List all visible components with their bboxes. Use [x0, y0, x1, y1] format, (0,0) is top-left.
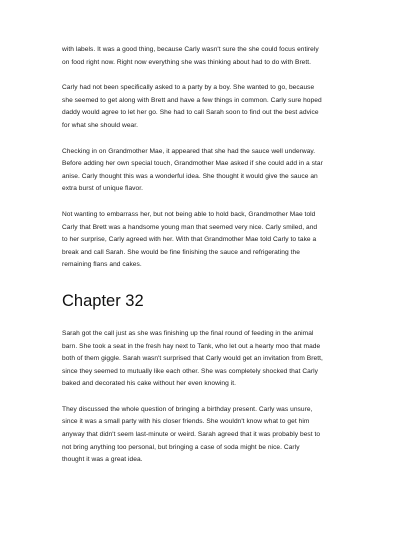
paragraph-party-invitation: Carly had not been specifically asked to a party by a boy. She wanted to go, because she seemed to get along with Brett and have a few things in common. Carly sure hoped daddy would agree to let her go. She had to call Sarah soon to find out the best advice for what she should wear.	[62, 84, 322, 129]
paragraph-birthday-present: They discussed the whole question of bringing a birthday present. Carly was unsure, since it was a small party with his closer friends. She wouldn't know what to get him anyway that didn't seem last-minute or weird. Sarah agreed that it was probably best to not bring anything too personal, but bringing a case of soda might be nice. Carly thought it was a great idea.	[62, 405, 321, 464]
paragraph-labels-brett: with labels. It was a good thing, because Carly wasn't sure the she could focus entirely on food right now. Right now everything she was thinking about had to do with Brett.	[62, 46, 319, 66]
paragraph-sarah-call: Sarah got the call just as she was finishing up the final round of feeding in the animal barn. She took a seat in the fresh hay next to Tank, who let out a hearty moo that made both of them giggle. Sarah wasn't surprised that Carly would get an invitation from Brett, since they seemed to mutually like each other. She was completely shocked that Carly baked and decorated his cake without her even knowing it.	[62, 329, 323, 388]
page-content	[62, 44, 362, 480]
paragraph-grandmother-mae: Not wanting to embarrass her, but not being able to hold back, Grandmother Mae told Carly that Brett was a handsome young man that seemed very nice. Carly smiled, and to her surprise, Carly agreed with her. With that Grandmother Mae told Carly to take a break and call Sarah. She would be fine finishing the sauce and refrigerating the remaining flans and cakes.	[62, 210, 318, 269]
chapter-heading: Chapter 32	[62, 291, 144, 310]
paragraph-sauce: Checking in on Grandmother Mae, it appeared that she had the sauce well underway. Before adding her own special touch, Grandmother Mae asked if she could add in a star anise. Carly thought this was a wonderful idea. She thought it would give the sauce an extra burst of unique flavor.	[62, 147, 323, 193]
